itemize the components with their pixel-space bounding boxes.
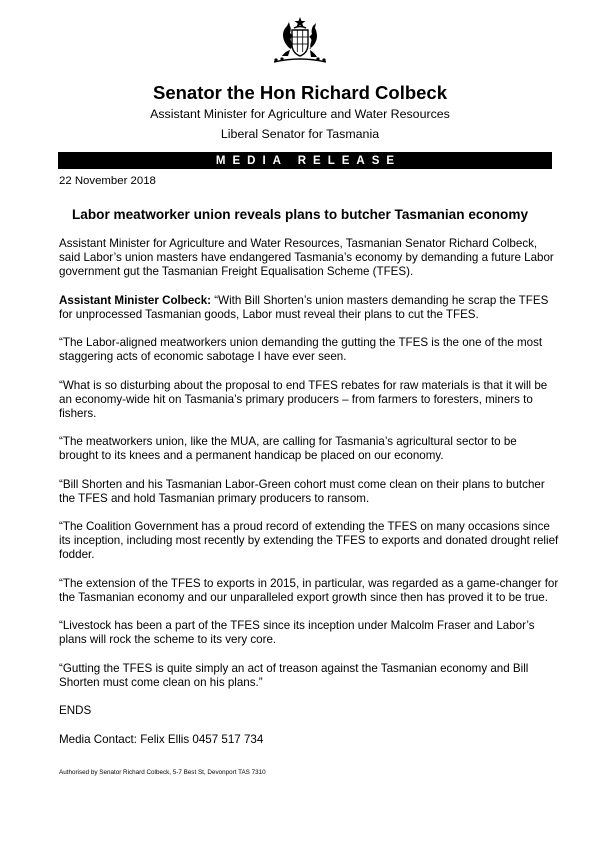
paragraph-text: “With Bill Shorten’s union masters demanding he scrap the TFES for unprocessed Tasmanian goods, Labor must reveal their plans to cut the TFES.	[59, 293, 549, 321]
media-contact: Media Contact: Felix Ellis 0457 517 734	[59, 732, 264, 746]
ministerial-role: Assistant Minister for Agriculture and Water Resources	[150, 107, 450, 121]
coat-of-arms-icon	[268, 16, 332, 68]
paragraph: “The meatworkers union, like the MUA, are calling for Tasmania’s agricultural sector to be brought to its knees and a permanent handicap be placed on our economy.	[59, 435, 517, 462]
senator-name: Senator the Hon Richard Colbeck	[153, 82, 447, 103]
media-release-banner	[58, 152, 552, 169]
paragraph: “What is so disturbing about the proposal to end TFES rebates for raw materials is that it will be an economy-wide hit on Tasmania’s primary producers – from farmers to foresters, miners to fishers.	[59, 378, 548, 420]
paragraph: “Gutting the TFES is quite simply an act of treason against the Tasmanian economy and Bill Shorten must come clean on his plans.”	[59, 661, 529, 689]
authorisation-footer: Authorised by Senator Richard Colbeck, 5-7 Best St, Devonport TAS 7310	[59, 769, 266, 776]
paragraph: “The Coalition Government has a proud record of extending the TFES on many occasions since its inception, including most recently by extending the TFES to exports and donated drought relief fodder.	[59, 520, 559, 561]
banner-label: MEDIA RELEASE	[215, 154, 402, 167]
article-body	[59, 237, 559, 761]
release-date: 22 November 2018	[59, 175, 156, 187]
headline: Labor meatworker union reveals plans to butcher Tasmanian economy	[71, 207, 528, 222]
paragraph: “The Labor-aligned meatworkers union demanding the gutting the TFES is the one of the most staggering acts of economic sabotage I have ever seen.	[59, 336, 543, 363]
quote-speaker: Assistant Minister Colbeck:	[59, 293, 212, 307]
paragraph: “Livestock has been a part of the TFES since its inception under Malcolm Fraser and Labor’s plans will rock the scheme to its very core.	[59, 619, 535, 646]
paragraph	[59, 294, 559, 322]
paragraph: “The extension of the TFES to exports in 2015, in particular, was regarded as a game-changer for the Tasmanian economy and our unparalleled export growth since then has proved it to be true.	[59, 576, 559, 604]
ends-marker: ENDS	[59, 704, 92, 717]
paragraph: “Bill Shorten and his Tasmanian Labor-Green cohort must come clean on their plans to butcher the TFES and hold Tasmanian primary producers to ransom.	[59, 477, 545, 505]
paragraph: Assistant Minister for Agriculture and Water Resources, Tasmanian Senator Richard Colbeck, said Labor’s union masters have endangered Tasmania’s economy by demanding a future Labor government gut the Tasmanian Freight Equalisation Scheme (TFES).	[59, 237, 554, 278]
senator-for-line: Liberal Senator for Tasmania	[220, 127, 380, 141]
